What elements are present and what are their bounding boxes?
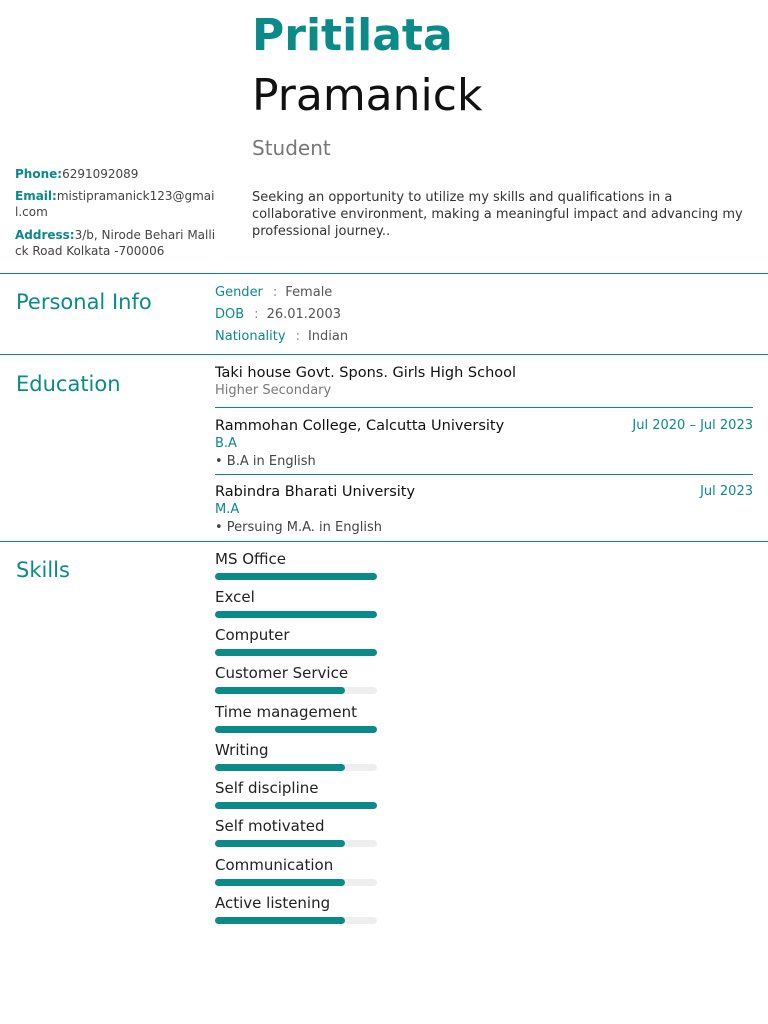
skill-item: [215, 817, 377, 847]
skill-bar-fill: [215, 802, 377, 809]
skill-bar: [215, 802, 377, 809]
education-heading: Education: [16, 372, 121, 396]
skill-item: [215, 856, 377, 886]
skill-name: Self discipline: [215, 779, 319, 797]
skill-bar-fill: [215, 840, 345, 847]
skill-item: [215, 779, 377, 809]
school-name: Rabindra Bharati University: [215, 484, 416, 500]
phone-value: 6291092089: [62, 167, 139, 181]
skill-bar: [215, 764, 377, 771]
skill-name: Excel: [215, 588, 255, 606]
skill-item: [215, 626, 377, 656]
info-value: Indian: [307, 329, 349, 344]
job-title: Student: [252, 136, 331, 160]
skill-bar-fill: [215, 687, 345, 694]
info-row-dob: [215, 306, 341, 324]
email-value: mistipramanick123@gmail.com: [15, 189, 215, 219]
entry-divider: [215, 474, 753, 475]
info-row-gender: [215, 284, 332, 302]
contact-address: [15, 227, 220, 259]
skill-item: [215, 664, 377, 694]
skill-bar-fill: [215, 649, 377, 656]
contact-phone: [15, 166, 220, 182]
section-divider: [0, 354, 768, 355]
education-item: [215, 417, 753, 471]
education-date: Jul 2020 – Jul 2023: [632, 418, 753, 433]
personal-info-heading: Personal Info: [16, 290, 152, 314]
info-value: 26.01.2003: [266, 307, 341, 322]
education-date: Jul 2023: [700, 484, 753, 499]
skill-name: Time management: [215, 703, 357, 721]
address-label: Address:: [15, 228, 75, 242]
contact-email: [15, 188, 220, 220]
degree: B.A: [215, 436, 237, 451]
degree: M.A: [215, 502, 240, 517]
phone-label: Phone:: [15, 167, 63, 181]
info-key: Gender: [215, 285, 263, 300]
education-detail: • B.A in English: [215, 454, 316, 469]
skill-name: Communication: [215, 856, 334, 874]
skill-name: Writing: [215, 741, 269, 759]
info-key: DOB: [215, 307, 245, 322]
skill-bar-fill: [215, 879, 345, 886]
section-divider: [0, 273, 768, 274]
skill-bar: [215, 649, 377, 656]
email-label: Email:: [15, 189, 57, 203]
skill-name: Customer Service: [215, 664, 349, 682]
skill-item: [215, 588, 377, 618]
info-row-nationality: [215, 328, 348, 346]
skill-name: Computer: [215, 626, 290, 644]
address-value: 3/b, Nirode Behari Mallick Road Kolkata -700006: [15, 228, 216, 258]
skill-bar: [215, 611, 377, 618]
school-name: Rammohan College, Calcutta University: [215, 418, 505, 434]
info-value: Female: [285, 285, 333, 300]
skill-bar-fill: [215, 611, 377, 618]
education-item: [215, 364, 753, 400]
info-separator: :: [254, 307, 259, 322]
entry-divider: [215, 407, 753, 408]
skill-bar-fill: [215, 917, 345, 924]
skill-item: [215, 703, 377, 733]
skill-name: Active listening: [215, 894, 331, 912]
skill-bar: [215, 917, 377, 924]
education-item: [215, 483, 753, 537]
education-detail: • Persuing M.A. in English: [215, 520, 382, 535]
skill-bar-fill: [215, 726, 377, 733]
info-separator: :: [272, 285, 278, 300]
skill-bar: [215, 840, 377, 847]
skill-bar: [215, 879, 377, 886]
skill-item: [215, 894, 377, 924]
info-key: Nationality: [215, 329, 286, 344]
skill-item: [215, 550, 377, 580]
degree: Higher Secondary: [215, 383, 332, 398]
school-name: Taki house Govt. Spons. Girls High School: [215, 365, 517, 381]
skill-bar: [215, 687, 377, 694]
skill-bar-fill: [215, 764, 345, 771]
skill-bar-fill: [215, 573, 377, 580]
skill-name: MS Office: [215, 550, 287, 568]
skills-heading: Skills: [16, 558, 70, 582]
first-name: Pritilata: [252, 10, 453, 61]
profile-summary: Seeking an opportunity to utilize my skills and qualifications in a collaborative environment, making a meaningful impact and advancing my professional journey..: [252, 190, 743, 239]
skill-item: [215, 741, 377, 771]
skill-bar: [215, 573, 377, 580]
skill-bar: [215, 726, 377, 733]
skill-name: Self motivated: [215, 817, 325, 835]
section-divider: [0, 541, 768, 542]
last-name: Pramanick: [252, 70, 483, 121]
info-separator: :: [295, 329, 300, 344]
